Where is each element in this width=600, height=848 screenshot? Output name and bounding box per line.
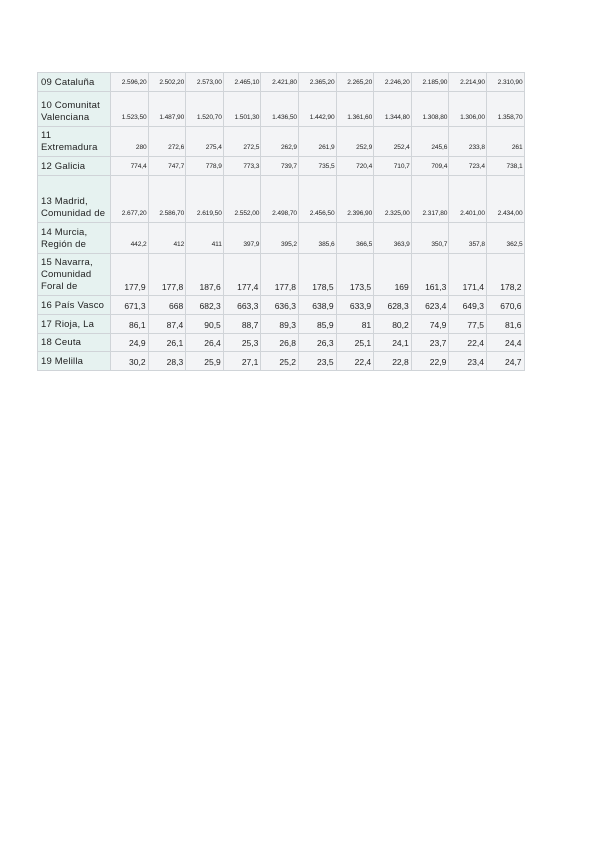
table-cell: 261,9 xyxy=(298,127,336,157)
table-cell: 177,8 xyxy=(261,254,299,296)
table-row xyxy=(38,127,525,157)
table-cell: 2.677,20 xyxy=(111,176,149,223)
table-cell: 24,7 xyxy=(486,352,524,371)
table-cell: 2.317,80 xyxy=(411,176,449,223)
table-row xyxy=(38,92,525,127)
table-cell: 280 xyxy=(111,127,149,157)
table-cell: 30,2 xyxy=(111,352,149,371)
table-row xyxy=(38,315,525,334)
table-cell: 86,1 xyxy=(111,315,149,334)
table-cell: 272,6 xyxy=(148,127,186,157)
table-cell: 778,9 xyxy=(186,157,224,176)
table-cell: 1.308,80 xyxy=(411,92,449,127)
table-cell: 177,9 xyxy=(111,254,149,296)
table-cell: 682,3 xyxy=(186,296,224,315)
table-cell: 739,7 xyxy=(261,157,299,176)
table-cell: 24,1 xyxy=(374,334,412,352)
table-row xyxy=(38,157,525,176)
table-cell: 2.586,70 xyxy=(148,176,186,223)
table-cell: 1.523,50 xyxy=(111,92,149,127)
table-cell: 2.246,20 xyxy=(374,73,412,92)
table-cell: 177,8 xyxy=(148,254,186,296)
table-cell: 2.498,70 xyxy=(261,176,299,223)
table-cell: 1.487,90 xyxy=(148,92,186,127)
table-cell: 774,4 xyxy=(111,157,149,176)
table-cell: 177,4 xyxy=(223,254,261,296)
table-cell: 649,3 xyxy=(449,296,487,315)
table-cell: 26,4 xyxy=(186,334,224,352)
table-cell: 2.619,50 xyxy=(186,176,224,223)
table-cell: 412 xyxy=(148,223,186,254)
row-label: 18 Ceuta xyxy=(38,334,111,352)
row-label: 10 Comunitat Valenciana xyxy=(38,92,111,127)
table-cell: 2.421,80 xyxy=(261,73,299,92)
table-cell: 85,9 xyxy=(298,315,336,334)
table-cell: 25,9 xyxy=(186,352,224,371)
table-cell: 1.520,70 xyxy=(186,92,224,127)
table-cell: 2.214,90 xyxy=(449,73,487,92)
table-cell: 1.361,60 xyxy=(336,92,374,127)
table-cell: 252,9 xyxy=(336,127,374,157)
table-cell: 25,1 xyxy=(336,334,374,352)
table-cell: 173,5 xyxy=(336,254,374,296)
table-cell: 709,4 xyxy=(411,157,449,176)
table-cell: 87,4 xyxy=(148,315,186,334)
row-label: 12 Galicia xyxy=(38,157,111,176)
table-cell: 25,2 xyxy=(261,352,299,371)
table-cell: 23,4 xyxy=(449,352,487,371)
table-cell: 2.502,20 xyxy=(148,73,186,92)
row-label: 16 País Vasco xyxy=(38,296,111,315)
table-cell: 668 xyxy=(148,296,186,315)
table-cell: 261 xyxy=(486,127,524,157)
table-cell: 633,9 xyxy=(336,296,374,315)
table-cell: 1.501,30 xyxy=(223,92,261,127)
table-cell: 2.573,00 xyxy=(186,73,224,92)
table-cell: 366,5 xyxy=(336,223,374,254)
table-cell: 169 xyxy=(374,254,412,296)
table-cell: 22,9 xyxy=(411,352,449,371)
table-cell: 710,7 xyxy=(374,157,412,176)
table-cell: 90,5 xyxy=(186,315,224,334)
table-cell: 161,3 xyxy=(411,254,449,296)
table-cell: 1.358,70 xyxy=(486,92,524,127)
table-cell: 411 xyxy=(186,223,224,254)
table-cell: 1.436,50 xyxy=(261,92,299,127)
table-cell: 88,7 xyxy=(223,315,261,334)
table-cell: 670,6 xyxy=(486,296,524,315)
table-cell: 77,5 xyxy=(449,315,487,334)
table-cell: 26,3 xyxy=(298,334,336,352)
row-label: 11 Extremadura xyxy=(38,127,111,157)
table-cell: 623,4 xyxy=(411,296,449,315)
table-row xyxy=(38,334,525,352)
table-body xyxy=(38,73,525,371)
table-cell: 2.310,90 xyxy=(486,73,524,92)
table-cell: 735,5 xyxy=(298,157,336,176)
table-cell: 2.325,00 xyxy=(374,176,412,223)
table-cell: 252,4 xyxy=(374,127,412,157)
table-row xyxy=(38,352,525,371)
table-cell: 385,6 xyxy=(298,223,336,254)
table-cell: 24,4 xyxy=(486,334,524,352)
table-cell: 23,7 xyxy=(411,334,449,352)
table-cell: 357,8 xyxy=(449,223,487,254)
table-row xyxy=(38,73,525,92)
table-row xyxy=(38,223,525,254)
table-cell: 22,8 xyxy=(374,352,412,371)
table-cell: 2.401,00 xyxy=(449,176,487,223)
table-cell: 2.465,10 xyxy=(223,73,261,92)
table-cell: 747,7 xyxy=(148,157,186,176)
table-cell: 80,2 xyxy=(374,315,412,334)
table-cell: 245,6 xyxy=(411,127,449,157)
table-cell: 442,2 xyxy=(111,223,149,254)
table-cell: 2.185,90 xyxy=(411,73,449,92)
table-cell: 22,4 xyxy=(336,352,374,371)
table-cell: 723,4 xyxy=(449,157,487,176)
table-row xyxy=(38,296,525,315)
table-cell: 628,3 xyxy=(374,296,412,315)
table-cell: 720,4 xyxy=(336,157,374,176)
table-cell: 1.344,80 xyxy=(374,92,412,127)
table-row xyxy=(38,254,525,296)
table-cell: 2.596,20 xyxy=(111,73,149,92)
table-cell: 89,3 xyxy=(261,315,299,334)
table-cell: 2.365,20 xyxy=(298,73,336,92)
table-cell: 27,1 xyxy=(223,352,261,371)
table-cell: 28,3 xyxy=(148,352,186,371)
table-cell: 233,8 xyxy=(449,127,487,157)
table-cell: 2.456,50 xyxy=(298,176,336,223)
table-cell: 663,3 xyxy=(223,296,261,315)
table-cell: 671,3 xyxy=(111,296,149,315)
row-label: 14 Murcia, Región de xyxy=(38,223,111,254)
table-cell: 2.265,20 xyxy=(336,73,374,92)
table-cell: 24,9 xyxy=(111,334,149,352)
table-cell: 1.442,90 xyxy=(298,92,336,127)
row-label: 17 Rioja, La xyxy=(38,315,111,334)
table-cell: 171,4 xyxy=(449,254,487,296)
table-cell: 636,3 xyxy=(261,296,299,315)
table-cell: 74,9 xyxy=(411,315,449,334)
table-cell: 23,5 xyxy=(298,352,336,371)
table-cell: 2.396,90 xyxy=(336,176,374,223)
data-table xyxy=(37,72,525,371)
table-cell: 272,5 xyxy=(223,127,261,157)
row-label: 15 Navarra, Comunidad Foral de xyxy=(38,254,111,296)
table-cell: 187,6 xyxy=(186,254,224,296)
table-cell: 275,4 xyxy=(186,127,224,157)
table-cell: 26,1 xyxy=(148,334,186,352)
table-cell: 81 xyxy=(336,315,374,334)
table-cell: 397,9 xyxy=(223,223,261,254)
table-cell: 738,1 xyxy=(486,157,524,176)
table-cell: 638,9 xyxy=(298,296,336,315)
row-label: 09 Cataluña xyxy=(38,73,111,92)
row-label: 13 Madrid, Comunidad de xyxy=(38,176,111,223)
table-cell: 2.434,00 xyxy=(486,176,524,223)
table-cell: 22,4 xyxy=(449,334,487,352)
table-cell: 395,2 xyxy=(261,223,299,254)
table-cell: 2.552,00 xyxy=(223,176,261,223)
table-cell: 25,3 xyxy=(223,334,261,352)
table-cell: 262,9 xyxy=(261,127,299,157)
table-row xyxy=(38,176,525,223)
table-cell: 81,6 xyxy=(486,315,524,334)
row-label: 19 Melilla xyxy=(38,352,111,371)
table-cell: 26,8 xyxy=(261,334,299,352)
table-cell: 178,5 xyxy=(298,254,336,296)
table-cell: 1.306,00 xyxy=(449,92,487,127)
table-cell: 773,3 xyxy=(223,157,261,176)
table-cell: 178,2 xyxy=(486,254,524,296)
table-cell: 350,7 xyxy=(411,223,449,254)
table-cell: 363,9 xyxy=(374,223,412,254)
table-cell: 362,5 xyxy=(486,223,524,254)
